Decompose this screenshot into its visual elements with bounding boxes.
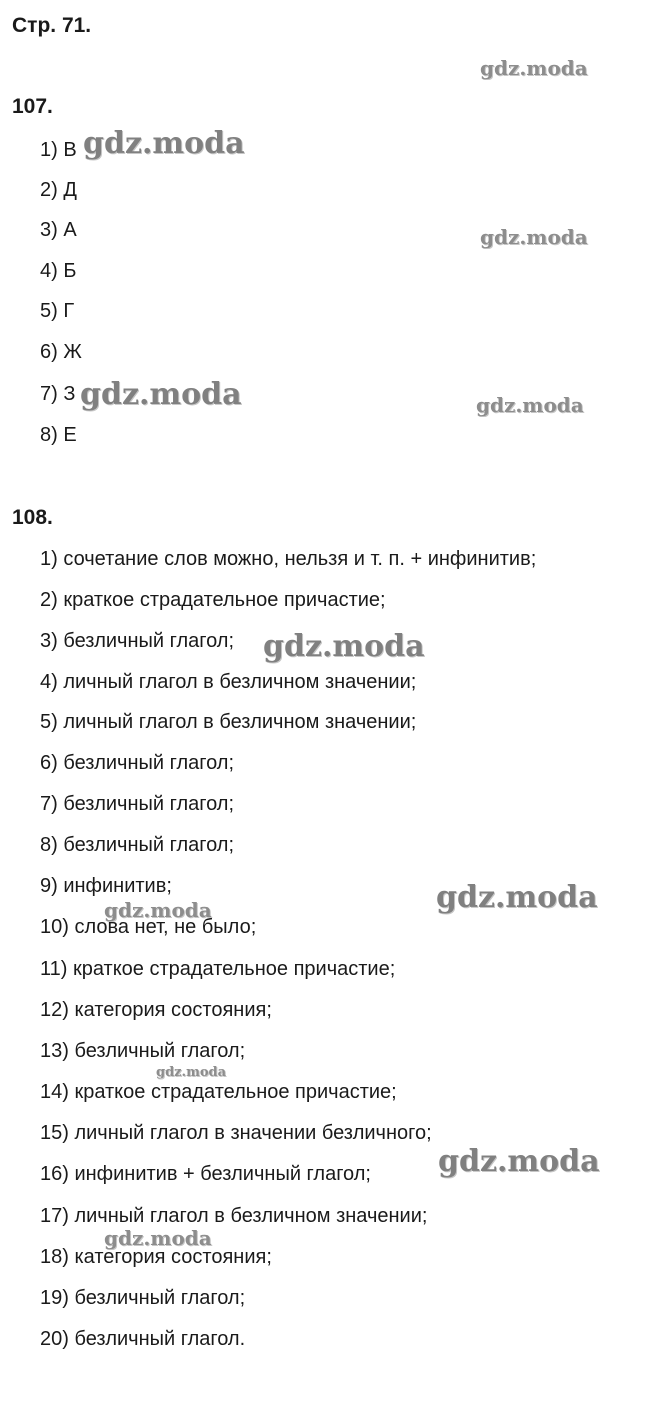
- page-title: Стр. 71.: [12, 14, 92, 37]
- task-108-answer-18: 18) категория состояния;: [40, 1246, 272, 1268]
- task-108-answer-5: 5) личный глагол в безличном значении;: [40, 711, 417, 733]
- task-108-answer-2: 2) краткое страдательное причастие;: [40, 589, 386, 611]
- task-107-answer-5: 5) Г: [40, 300, 75, 322]
- task-108-answer-14: 14) краткое страдательное причастие;: [40, 1081, 397, 1103]
- watermark: gdz.moda: [436, 880, 598, 915]
- task-108-answer-3: 3) безличный глагол;: [40, 630, 235, 652]
- watermark: gdz.moda: [480, 225, 588, 249]
- watermark: gdz.moda: [80, 377, 242, 412]
- task-108-answer-7: 7) безличный глагол;: [40, 793, 235, 815]
- task-108-answer-13: 13) безличный глагол;: [40, 1040, 246, 1062]
- task-107-answer-6: 6) Ж: [40, 341, 82, 363]
- task-107-answer-2: 2) Д: [40, 179, 77, 201]
- watermark: gdz.moda: [104, 1226, 212, 1250]
- task-108-answer-9: 9) инфинитив;: [40, 875, 172, 897]
- watermark: gdz.moda: [156, 1065, 227, 1080]
- task-107-answer-7: 7) З: [40, 383, 76, 405]
- task-108-answer-20: 20) безличный глагол.: [40, 1328, 246, 1350]
- task-107-number: 107.: [12, 95, 53, 118]
- task-107-answer-8: 8) Е: [40, 424, 77, 446]
- task-108-answer-8: 8) безличный глагол;: [40, 834, 235, 856]
- task-108-answer-16: 16) инфинитив + безличный глагол;: [40, 1163, 371, 1185]
- task-107-answer-3: 3) А: [40, 219, 77, 241]
- watermark: gdz.moda: [438, 1144, 600, 1179]
- task-107-answer-1: 1) В: [40, 139, 77, 161]
- watermark: gdz.moda: [476, 393, 584, 417]
- watermark: gdz.moda: [83, 126, 245, 161]
- watermark: gdz.moda: [104, 898, 212, 922]
- task-107-answer-4: 4) Б: [40, 260, 77, 282]
- task-108-answer-10: 10) слова нет, не было;: [40, 916, 257, 938]
- task-108-answer-6: 6) безличный глагол;: [40, 752, 235, 774]
- task-108-answer-11: 11) краткое страдательное причастие;: [40, 958, 396, 980]
- task-108-answer-12: 12) категория состояния;: [40, 999, 272, 1021]
- task-108-number: 108.: [12, 506, 53, 529]
- task-108-answer-4: 4) личный глагол в безличном значении;: [40, 671, 417, 693]
- watermark: gdz.moda: [480, 56, 588, 80]
- task-108-answer-15: 15) личный глагол в значении безличного;: [40, 1122, 432, 1144]
- task-108-answer-17: 17) личный глагол в безличном значении;: [40, 1205, 428, 1227]
- task-108-answer-19: 19) безличный глагол;: [40, 1287, 246, 1309]
- watermark: gdz.moda: [263, 629, 425, 664]
- task-108-answer-1: 1) сочетание слов можно, нельзя и т. п. + инфинитив;: [40, 548, 537, 570]
